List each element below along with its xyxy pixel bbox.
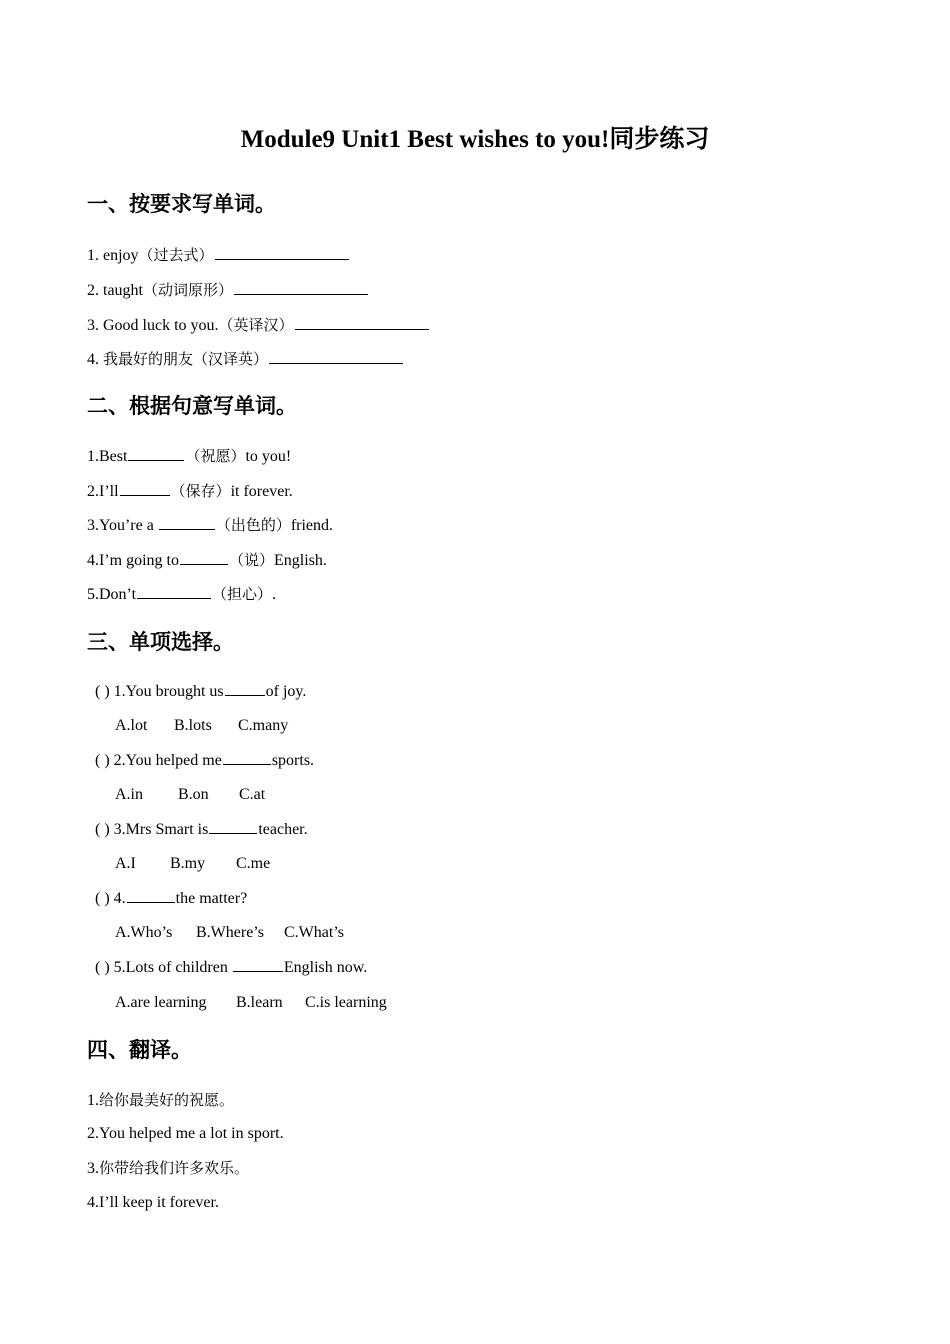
- s3-q-pre: 4.: [113, 890, 126, 907]
- option-b[interactable]: B.lots: [174, 717, 212, 734]
- s1-item-hint: （动词原形）: [143, 281, 234, 299]
- s3-q-pre: 5.Lots of children: [113, 959, 232, 976]
- s2-item-3: [87, 514, 333, 537]
- s2-item-hint: （祝愿）: [185, 447, 246, 465]
- answer-blank[interactable]: [180, 550, 228, 565]
- s3-q-post: the matter?: [175, 890, 248, 907]
- option-b[interactable]: B.on: [178, 786, 209, 803]
- s2-item-pre: 2.I’ll: [87, 483, 119, 500]
- s2-item-hint: （说）: [229, 551, 275, 569]
- answer-blank[interactable]: [234, 280, 368, 295]
- s3-question-3: [95, 819, 308, 841]
- s3-options-2: [115, 784, 265, 806]
- s4-item-num: 2.: [87, 1125, 99, 1142]
- answer-blank[interactable]: [159, 515, 215, 530]
- s3-question-5: [95, 957, 367, 979]
- s4-item-3: [87, 1157, 249, 1180]
- s2-item-5: [87, 583, 276, 606]
- s1-item-num: 4.: [87, 351, 99, 368]
- s4-item-text: 你带给我们许多欢乐。: [99, 1159, 250, 1177]
- s4-item-4: [87, 1192, 219, 1214]
- s3-options-4: [115, 922, 344, 944]
- s1-item-text: taught: [103, 282, 143, 299]
- s1-item-text: Good luck to you.: [103, 317, 219, 334]
- s3-q-post: sports.: [271, 752, 315, 769]
- answer-blank: [233, 957, 283, 972]
- s2-item-post: it forever.: [230, 483, 293, 500]
- s2-item-pre: 4.I’m going to: [87, 552, 179, 569]
- s1-item-1: [87, 244, 350, 267]
- s1-item-num: 2.: [87, 282, 99, 299]
- s2-item-pre: 1.Best: [87, 448, 128, 465]
- answer-blank[interactable]: [128, 446, 184, 461]
- s2-item-post: .: [272, 586, 277, 603]
- s3-options-1: [115, 715, 288, 737]
- s2-item-hint: （担心）: [212, 585, 273, 603]
- s4-item-num: 3.: [87, 1160, 99, 1177]
- s3-options-5: [115, 992, 387, 1014]
- s1-item-text: enjoy: [103, 247, 139, 264]
- option-c[interactable]: C.is learning: [305, 994, 387, 1011]
- s3-q-post: teacher.: [258, 821, 308, 838]
- answer-bracket[interactable]: ( ): [95, 959, 110, 976]
- s1-item-hint: （英译汉）: [218, 316, 294, 334]
- s2-item-post: English.: [274, 552, 327, 569]
- s2-item-post: to you!: [245, 448, 292, 465]
- s1-item-3: [87, 314, 430, 337]
- section-4-heading: 四、翻译。: [87, 1038, 192, 1062]
- answer-blank[interactable]: [120, 481, 170, 496]
- option-c[interactable]: C.many: [238, 717, 289, 734]
- answer-bracket[interactable]: ( ): [95, 683, 110, 700]
- s4-item-1: [87, 1089, 234, 1112]
- s4-item-num: 4.: [87, 1194, 99, 1211]
- s2-item-post: friend.: [290, 517, 334, 534]
- s2-item-1: [87, 445, 291, 468]
- s3-q-post: of joy.: [265, 683, 307, 700]
- s4-item-2: [87, 1123, 284, 1145]
- s4-item-text: I’ll keep it forever.: [99, 1194, 219, 1211]
- s2-item-pre: 5.Don’t: [87, 586, 137, 603]
- s1-item-num: 1.: [87, 247, 99, 264]
- s3-question-1: [95, 681, 306, 703]
- s3-question-4: [95, 888, 247, 910]
- s4-item-num: 1.: [87, 1092, 99, 1109]
- page-title: Module9 Unit1 Best wishes to you!同步练习: [240, 126, 710, 153]
- option-b[interactable]: B.Where’s: [196, 924, 264, 941]
- s1-item-num: 3.: [87, 317, 99, 334]
- s4-item-text: You helped me a lot in sport.: [99, 1125, 284, 1142]
- answer-blank: [225, 681, 265, 696]
- option-a[interactable]: A.I: [115, 855, 136, 872]
- s1-item-2: [87, 279, 369, 302]
- answer-blank: [209, 819, 257, 834]
- s3-q-pre: 2.You helped me: [113, 752, 222, 769]
- s3-q-pre: 3.Mrs Smart is: [113, 821, 209, 838]
- answer-bracket[interactable]: ( ): [95, 890, 110, 907]
- s3-question-2: [95, 750, 314, 772]
- answer-blank[interactable]: [295, 315, 429, 330]
- section-3-heading: 三、单项选择。: [87, 630, 234, 654]
- option-a[interactable]: A.are learning: [115, 994, 207, 1011]
- option-c[interactable]: C.at: [239, 786, 266, 803]
- answer-bracket[interactable]: ( ): [95, 821, 110, 838]
- s1-item-4: [87, 348, 404, 371]
- option-a[interactable]: A.Who’s: [115, 924, 173, 941]
- s3-options-3: [115, 853, 270, 875]
- answer-blank[interactable]: [269, 349, 403, 364]
- s2-item-pre: 3.You’re a: [87, 517, 154, 534]
- s2-item-hint: （保存）: [170, 482, 231, 500]
- answer-blank[interactable]: [215, 245, 349, 260]
- answer-blank[interactable]: [137, 584, 211, 599]
- option-a[interactable]: A.in: [115, 786, 143, 803]
- answer-blank: [127, 888, 175, 903]
- option-a[interactable]: A.lot: [115, 717, 148, 734]
- option-c[interactable]: C.What’s: [284, 924, 344, 941]
- answer-bracket[interactable]: ( ): [95, 752, 110, 769]
- s1-item-text: 我最好的朋友: [103, 350, 194, 368]
- s4-item-text: 给你最美好的祝愿。: [99, 1091, 235, 1109]
- s1-item-hint: （过去式）: [138, 246, 214, 264]
- s3-q-post: English now.: [283, 959, 368, 976]
- section-1-heading: 一、按要求写单词。: [87, 192, 276, 216]
- option-b[interactable]: B.learn: [236, 994, 283, 1011]
- option-b[interactable]: B.my: [170, 855, 206, 872]
- s3-q-pre: 1.You brought us: [113, 683, 224, 700]
- s2-item-2: [87, 480, 293, 503]
- section-2-heading: 二、根据句意写单词。: [87, 394, 297, 418]
- s2-item-hint: （出色的）: [215, 516, 291, 534]
- option-c[interactable]: C.me: [236, 855, 271, 872]
- answer-blank: [223, 750, 271, 765]
- s1-item-hint: （汉译英）: [193, 350, 269, 368]
- s2-item-4: [87, 549, 327, 572]
